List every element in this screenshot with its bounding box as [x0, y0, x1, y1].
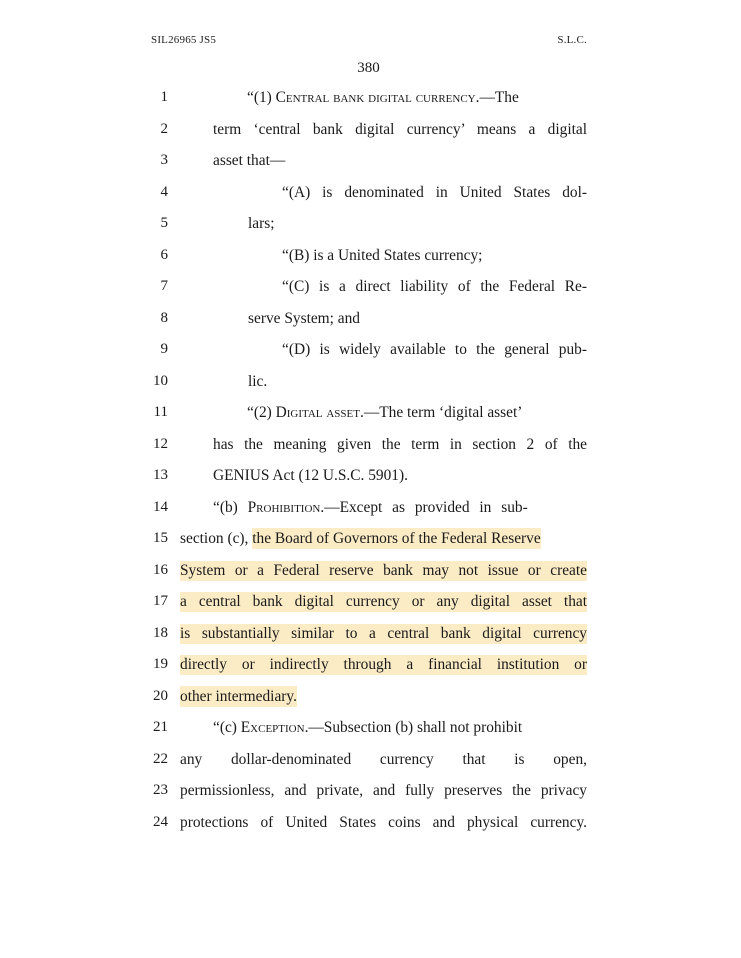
- line-7: [0, 271, 741, 303]
- line-number: 18: [153, 624, 168, 641]
- line-text: [180, 681, 587, 713]
- paragraph-heading: “(2) Digital asset.—The term ‘digital asset’: [247, 404, 523, 421]
- line-number: 3: [160, 152, 168, 168]
- line-number: 20: [153, 687, 168, 704]
- line-22: [0, 744, 741, 776]
- line-number: 23: [153, 782, 168, 798]
- line-4: [0, 177, 741, 209]
- subsection-heading: “(b) Prohibition.—Except as provided in sub-: [213, 498, 528, 516]
- line-text: “(D) is widely available to the general pub-: [282, 341, 587, 358]
- line-text: asset that—: [213, 152, 286, 169]
- line-number: 6: [160, 246, 168, 263]
- line-8: [0, 303, 741, 335]
- line-number: 2: [160, 120, 168, 137]
- line-23: [0, 775, 741, 807]
- line-2: [0, 114, 741, 146]
- line-3: [0, 145, 741, 177]
- line-number: 9: [160, 341, 168, 357]
- line-21: [0, 712, 741, 744]
- line-text: “(A) is denominated in United States dol-: [282, 183, 587, 201]
- line-1: [0, 82, 741, 114]
- page-number: 380: [357, 60, 380, 76]
- line-number: 10: [153, 372, 168, 389]
- line-text: “(B) is a United States currency;: [282, 246, 483, 264]
- line-5: [0, 208, 741, 240]
- line-17: [0, 586, 741, 618]
- line-number: 11: [153, 404, 168, 420]
- line-text: lars;: [248, 215, 275, 232]
- line-number: 17: [153, 593, 168, 609]
- line-13: [0, 460, 741, 492]
- highlighted-text: other intermediary.: [180, 687, 297, 705]
- line-9: [0, 334, 741, 366]
- highlighted-text: directly or indirectly through a financial institution or: [180, 656, 587, 673]
- line-text: protections of United States coins and physical currency.: [180, 813, 587, 831]
- line-text: has the meaning given the term in section 2 of the: [213, 435, 587, 453]
- line-number: 24: [153, 813, 168, 830]
- line-16: [0, 555, 741, 587]
- line-11: [0, 397, 741, 429]
- line-number: 19: [153, 656, 168, 672]
- highlighted-text: a central bank digital currency or any digital asset that: [180, 593, 587, 610]
- highlighted-text: is substantially similar to a central bank digital currency: [180, 624, 587, 642]
- line-text: serve System; and: [248, 309, 360, 327]
- highlighted-text: System or a Federal reserve bank may not issue or create: [180, 561, 587, 579]
- line-number: 5: [160, 215, 168, 231]
- line-number: 21: [153, 719, 168, 735]
- line-text: term ‘central bank digital currency’ means a digital: [213, 120, 587, 138]
- line-number: 22: [153, 750, 168, 767]
- line-14: [0, 492, 741, 524]
- line-number: 16: [153, 561, 168, 578]
- line-text: permissionless, and private, and fully preserves the privacy: [180, 782, 587, 799]
- line-20: [0, 681, 741, 713]
- line-number: 15: [153, 530, 168, 546]
- line-text: lic.: [248, 372, 268, 390]
- highlighted-text: the Board of Governors of the Federal Reserve: [252, 530, 541, 547]
- paragraph-heading: “(1) Central bank digital currency.—The: [247, 89, 519, 106]
- slc-marker: S.L.C.: [557, 34, 587, 46]
- line-19: [0, 649, 741, 681]
- line-12: [0, 429, 741, 461]
- line-10: [0, 366, 741, 398]
- line-15: [0, 523, 741, 555]
- line-text: section (c), the Board of Governors of the Federal Reserve: [180, 530, 541, 547]
- line-24: [0, 807, 741, 839]
- line-number: 13: [153, 467, 168, 483]
- line-number: 14: [153, 498, 168, 515]
- line-number: 12: [153, 435, 168, 452]
- subsection-heading: “(c) Exception.—Subsection (b) shall not prohibit: [213, 719, 523, 736]
- line-6: [0, 240, 741, 272]
- line-number: 1: [160, 89, 168, 105]
- line-number: 7: [160, 278, 168, 294]
- line-text: “(C) is a direct liability of the Federal Re-: [282, 278, 587, 295]
- line-number: 4: [160, 183, 168, 200]
- document-id: SIL26965 JS5: [151, 34, 217, 46]
- line-18: [0, 618, 741, 650]
- line-text: any dollar-denominated currency that is open,: [180, 750, 587, 768]
- line-number: 8: [160, 309, 168, 326]
- line-text: GENIUS Act (12 U.S.C. 5901).: [213, 467, 408, 484]
